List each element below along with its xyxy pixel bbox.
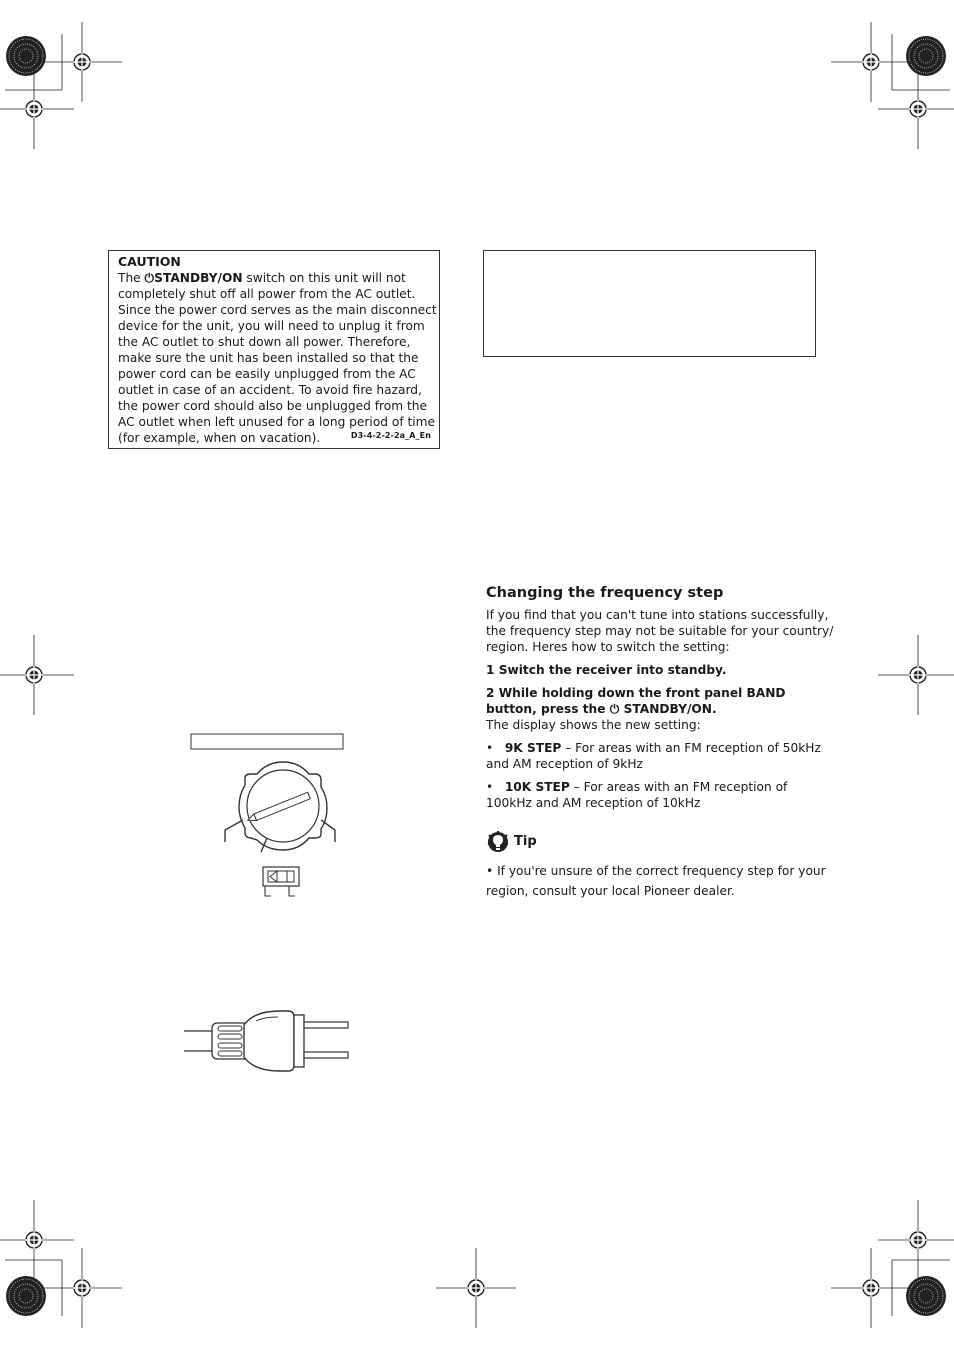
intro-line: the frequency step may not be suitable for your country/ bbox=[486, 624, 834, 638]
frequency-step-section bbox=[486, 584, 834, 811]
rosette-bottom-left bbox=[6, 1276, 46, 1316]
caution-text bbox=[118, 270, 437, 446]
bullet-9k: • 9K STEP – For areas with an FM reception of 50kHz and AM reception of 9kHz bbox=[486, 740, 826, 772]
display-note: The display shows the new setting: bbox=[486, 718, 701, 732]
step-2 bbox=[486, 685, 826, 717]
step-1: 1 Switch the receiver into standby. bbox=[486, 663, 727, 677]
section-intro bbox=[486, 607, 834, 655]
tip-line: • If you're unsure of the correct frequency step for your bbox=[486, 864, 826, 878]
rosette-top-left bbox=[6, 36, 46, 76]
tip-line: region, consult your local Pioneer dealer. bbox=[486, 884, 735, 898]
step-2-line: button, press the ⏻ STANDBY/ON. bbox=[486, 702, 717, 716]
bullet-text: – For areas with an FM reception of 50kHz bbox=[561, 741, 821, 755]
caution-line-text: outlet in case of an accident. To avoid fire hazard, bbox=[118, 383, 422, 397]
caution-line-text: the AC outlet to shut down all power. Therefore, bbox=[118, 335, 411, 349]
caution-line-text: the power cord should also be unplugged from the bbox=[118, 399, 427, 413]
bullet-label: 10K STEP bbox=[504, 780, 570, 794]
lightbulb-icon bbox=[486, 831, 510, 853]
caution-line bbox=[118, 286, 431, 302]
section-heading: Changing the frequency step bbox=[486, 585, 724, 601]
intro-line: If you find that you can't tune into stations successfully, bbox=[486, 608, 829, 622]
tip-body bbox=[486, 861, 826, 901]
bullet-text: and AM reception of 9kHz bbox=[486, 757, 643, 771]
tip-heading bbox=[486, 831, 537, 853]
bullet-label: 9K STEP bbox=[504, 741, 562, 755]
bullet-text: 100kHz and AM reception of 10kHz bbox=[486, 796, 701, 810]
caution-line bbox=[118, 302, 437, 318]
caution-line-text: Since the power cord serves as the main disconnect bbox=[118, 303, 437, 317]
blank-notice-box bbox=[483, 250, 816, 357]
caution-line bbox=[118, 350, 431, 366]
bullet-10k: • 10K STEP – For areas with an FM reception of 100kHz and AM reception of 10kHz bbox=[486, 779, 826, 811]
caution-line bbox=[118, 382, 431, 398]
caution-box bbox=[108, 250, 440, 449]
caution-line-text: make sure the unit has been installed so that the bbox=[118, 351, 419, 365]
caution-line bbox=[118, 270, 431, 286]
caution-line-text: completely shut off all power from the AC outlet. bbox=[118, 287, 416, 301]
caution-line bbox=[118, 334, 431, 350]
power-plug-illustration bbox=[182, 1005, 357, 1075]
caution-title: CAUTION bbox=[118, 254, 181, 269]
step-2-line: 2 While holding down the front panel BAND bbox=[486, 686, 786, 700]
caution-line-text: switch on this unit will not bbox=[242, 271, 406, 285]
caution-line bbox=[118, 318, 431, 334]
caution-line-text: The bbox=[118, 271, 145, 285]
document-code: D3-4-2-2-2a_A_En bbox=[350, 431, 431, 440]
caution-line bbox=[118, 398, 431, 414]
caution-line-text: AC outlet when left unused for a long period of time bbox=[118, 415, 436, 429]
caution-line-text: device for the unit, you will need to unplug it from bbox=[118, 319, 425, 333]
rosette-bottom-right bbox=[906, 1276, 946, 1316]
caution-line bbox=[118, 366, 431, 382]
tip-label: Tip bbox=[514, 834, 537, 849]
caution-line-text: power cord can be easily unplugged from the AC bbox=[118, 367, 416, 381]
caution-line-text: (for example, when on vacation). bbox=[118, 431, 321, 445]
intro-line: region. Heres how to switch the setting: bbox=[486, 640, 730, 654]
standby-on-label: ⏻STANDBY/ON bbox=[144, 271, 243, 285]
bullet-text: – For areas with an FM reception of bbox=[569, 780, 788, 794]
rosette-top-right bbox=[906, 36, 946, 76]
voltage-selector-illustration bbox=[185, 730, 360, 900]
